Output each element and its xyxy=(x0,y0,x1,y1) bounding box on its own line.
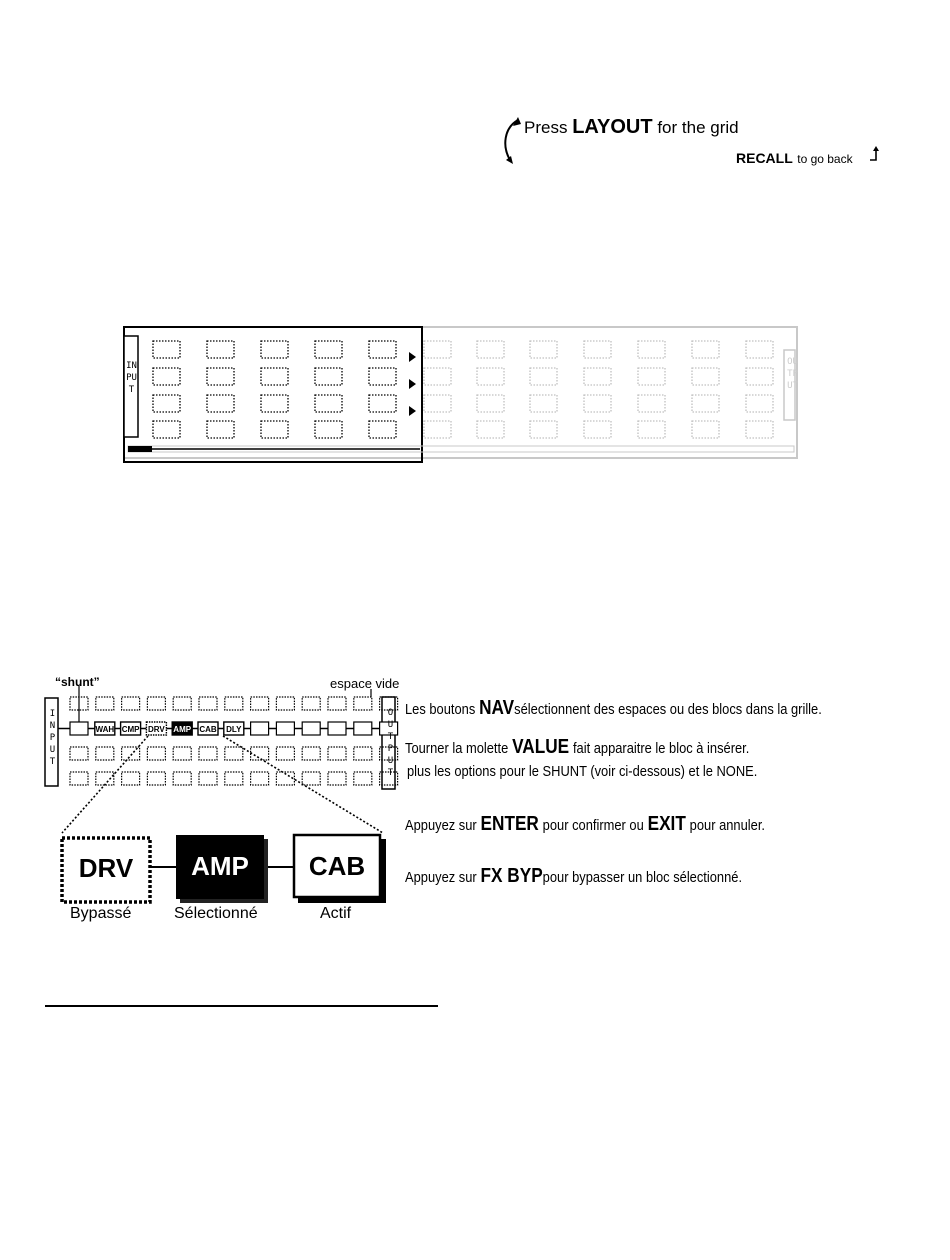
empty-space-label: espace vide xyxy=(330,676,400,691)
grid-slot-offscreen xyxy=(477,421,504,438)
section-divider xyxy=(45,1005,438,1007)
grid-slot-offscreen xyxy=(692,368,719,385)
chain-slot xyxy=(276,747,294,760)
chain-block-label: WAH xyxy=(95,725,115,734)
chain-slot xyxy=(96,697,114,710)
chain-slot xyxy=(70,722,88,735)
chain-slot xyxy=(199,772,217,785)
grid-slot-offscreen xyxy=(584,368,611,385)
grid-slot-offscreen xyxy=(584,421,611,438)
chain-slot xyxy=(276,697,294,710)
value-instruction xyxy=(405,736,805,759)
grid-slot xyxy=(315,368,342,385)
fxbyp-pre: Appuyez sur xyxy=(405,869,477,886)
grid-slot-offscreen xyxy=(424,341,451,358)
fxbyp-instruction xyxy=(405,865,797,888)
grid-slot xyxy=(315,395,342,412)
grid-slot-offscreen xyxy=(746,341,773,358)
chain-slot xyxy=(173,747,191,760)
chain-slot xyxy=(96,747,114,760)
grid-slot xyxy=(207,421,234,438)
scroll-right-arrow xyxy=(409,406,416,416)
grid-slot xyxy=(369,368,396,385)
grid-slot-offscreen xyxy=(746,421,773,438)
grid-slot-offscreen xyxy=(424,368,451,385)
recall-hint xyxy=(736,150,853,168)
recall-key: RECALL xyxy=(736,150,793,166)
enter-instruction xyxy=(405,813,824,836)
grid-slot xyxy=(369,341,396,358)
chain-slot xyxy=(328,697,346,710)
chain-slot xyxy=(225,747,243,760)
grid-slot-offscreen xyxy=(746,368,773,385)
grid-slot xyxy=(261,368,288,385)
shunt-label: “shunt” xyxy=(55,675,100,689)
grid-slot xyxy=(369,395,396,412)
grid-slot-offscreen xyxy=(692,341,719,358)
chain-output-label: OUTPUT xyxy=(387,708,394,778)
chain-slot xyxy=(70,772,88,785)
grid-slot-offscreen xyxy=(477,368,504,385)
grid-slot-offscreen xyxy=(584,395,611,412)
fxbyp-key: FX BYP xyxy=(480,865,543,887)
chain-slot xyxy=(199,697,217,710)
grid-slot-offscreen xyxy=(530,341,557,358)
grid-slot-offscreen xyxy=(477,395,504,412)
fxbyp-post: pour bypasser un bloc sélectionné. xyxy=(542,869,743,886)
grid-slot-offscreen xyxy=(584,341,611,358)
value-instruction-line2 xyxy=(407,763,814,781)
grid-slot xyxy=(315,341,342,358)
grid-input-label: INPUT xyxy=(126,361,137,395)
value-line2: plus les options pour le SHUNT (voir ci-dessous) et le NONE. xyxy=(407,763,758,780)
chain-slot xyxy=(70,747,88,760)
grid-slot-offscreen xyxy=(424,421,451,438)
grid-slot xyxy=(207,368,234,385)
grid-slot xyxy=(207,341,234,358)
drv-block-label: DRV xyxy=(78,853,134,883)
grid-slot-offscreen xyxy=(746,395,773,412)
go-back-text: to go back xyxy=(797,152,853,166)
chain-slot xyxy=(328,747,346,760)
selected-label: Sélectionné xyxy=(174,905,258,922)
grid-slot-offscreen xyxy=(424,395,451,412)
layout-hint xyxy=(524,116,739,139)
chain-slot xyxy=(251,772,269,785)
grid-slot-offscreen xyxy=(638,395,665,412)
chain-slot xyxy=(147,697,165,710)
chain-slot xyxy=(122,772,140,785)
grid-slot-offscreen xyxy=(530,368,557,385)
chain-slot xyxy=(354,772,372,785)
scroll-right-arrow xyxy=(409,379,416,389)
grid-slot-offscreen xyxy=(477,341,504,358)
curved-arrow-icon xyxy=(498,116,524,168)
exit-post: pour annuler. xyxy=(689,817,765,834)
chain-slot xyxy=(173,697,191,710)
chain-slot xyxy=(251,697,269,710)
grid-slot-offscreen xyxy=(638,368,665,385)
scroll-right-arrow xyxy=(409,352,416,362)
value-post: fait apparaitre le bloc à insérer. xyxy=(572,740,750,757)
chain-slot xyxy=(147,772,165,785)
chain-block-label: DRV xyxy=(148,725,165,734)
chain-input-label: INPUT xyxy=(49,709,56,767)
chain-slot xyxy=(302,697,320,710)
grid-output-label: OUTPUT xyxy=(787,357,798,391)
grid-slot xyxy=(153,421,180,438)
chain-slot xyxy=(173,772,191,785)
chain-slot xyxy=(199,747,217,760)
enter-mid: pour confirmer ou xyxy=(542,817,644,834)
chain-slot xyxy=(147,747,165,760)
nav-key: NAV xyxy=(479,697,515,719)
amp-block-label: AMP xyxy=(191,851,249,881)
chain-slot xyxy=(276,722,294,735)
chain-block-label: AMP xyxy=(173,725,192,734)
chain-slot xyxy=(251,747,269,760)
chain-slot xyxy=(354,697,372,710)
for-grid-text: for the grid xyxy=(657,118,739,137)
return-arrow-icon xyxy=(868,146,880,162)
grid-slot xyxy=(261,421,288,438)
chain-block-label: DLY xyxy=(226,725,242,734)
active-label: Actif xyxy=(320,905,352,922)
enter-pre: Appuyez sur xyxy=(405,817,477,834)
chain-slot xyxy=(122,697,140,710)
grid-slot-offscreen xyxy=(692,395,719,412)
grid-slot xyxy=(315,421,342,438)
cab-block-label: CAB xyxy=(308,851,366,881)
grid-slot xyxy=(153,341,180,358)
grid-preview xyxy=(120,322,802,464)
chain-slot xyxy=(328,722,346,735)
grid-slot xyxy=(369,421,396,438)
chain-slot xyxy=(354,722,372,735)
press-text: Press xyxy=(524,118,568,137)
grid-slot xyxy=(261,395,288,412)
chain-slot xyxy=(225,772,243,785)
nav-post: sélectionnent des espaces ou des blocs dans la grille. xyxy=(514,701,822,718)
value-key: VALUE xyxy=(512,736,570,758)
layout-key: LAYOUT xyxy=(572,116,653,138)
chain-slot xyxy=(225,697,243,710)
exit-key: EXIT xyxy=(647,813,686,835)
chain-block-label: CMP xyxy=(121,725,140,734)
grid-slot-offscreen xyxy=(638,421,665,438)
grid-slot-offscreen xyxy=(530,395,557,412)
grid-slot xyxy=(207,395,234,412)
chain-slot xyxy=(251,722,269,735)
value-pre: Tourner la molette xyxy=(405,740,509,757)
grid-slot xyxy=(261,341,288,358)
chain-slot xyxy=(328,772,346,785)
grid-slot-offscreen xyxy=(530,421,557,438)
grid-slot xyxy=(153,395,180,412)
chain-slot xyxy=(354,747,372,760)
grid-slot-offscreen xyxy=(692,421,719,438)
scroll-thumb xyxy=(128,446,152,452)
enter-key: ENTER xyxy=(480,813,539,835)
chain-slot xyxy=(302,747,320,760)
chain-diagram xyxy=(40,685,410,930)
nav-instruction xyxy=(405,697,890,720)
chain-block-label: CAB xyxy=(199,725,217,734)
grid-slot-offscreen xyxy=(638,341,665,358)
nav-pre: Les boutons xyxy=(405,701,476,718)
grid-slot xyxy=(153,368,180,385)
bypassed-label: Bypassé xyxy=(70,905,132,922)
chain-slot xyxy=(302,722,320,735)
chain-slot xyxy=(302,772,320,785)
